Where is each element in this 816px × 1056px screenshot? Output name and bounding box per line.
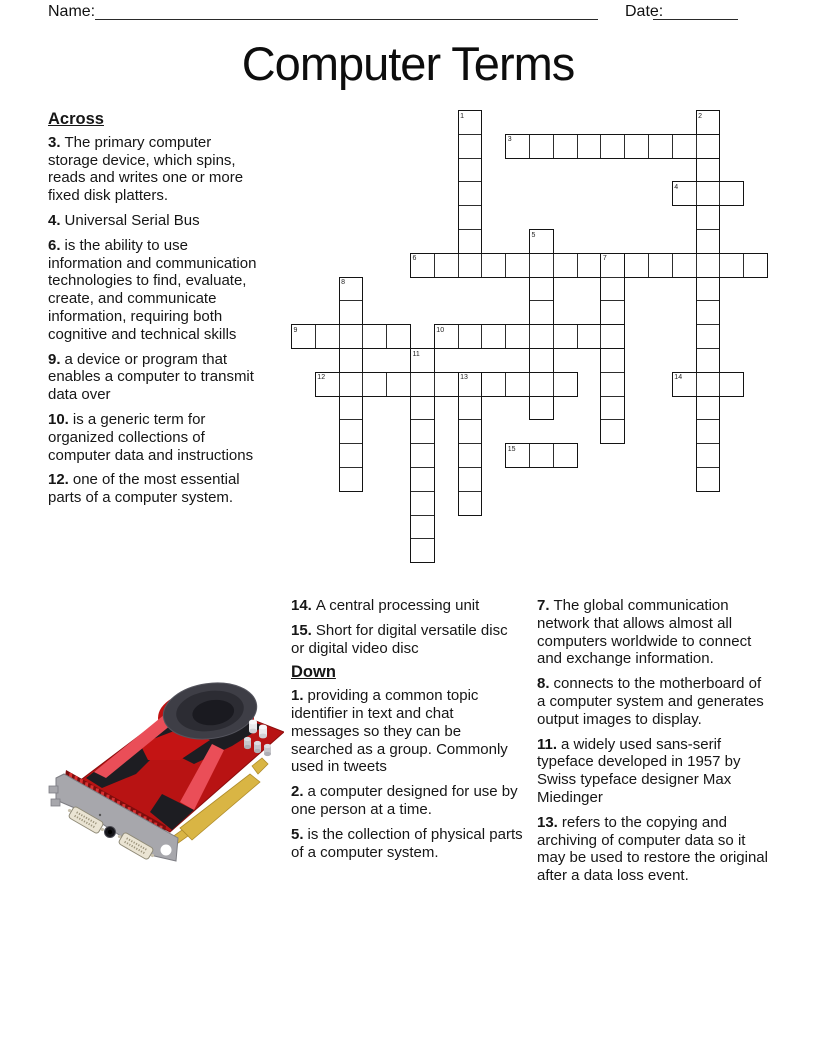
grid-cell[interactable] (410, 443, 435, 468)
grid-cell[interactable] (672, 134, 697, 159)
grid-cell[interactable] (696, 324, 721, 349)
clue-number: 6. (48, 236, 61, 254)
clue-number-label: 12 (317, 374, 326, 382)
clue-number: 1. (291, 687, 304, 705)
clue-down-7 (537, 597, 771, 668)
gold-tab (252, 758, 268, 774)
grid-cell[interactable] (529, 396, 554, 421)
grid-cell[interactable] (362, 372, 387, 397)
grid-cell[interactable] (434, 372, 459, 397)
across-clues-column (48, 111, 262, 514)
clue-down-11 (537, 736, 771, 807)
grid-cell[interactable] (410, 253, 435, 278)
right-clues-column (537, 597, 771, 892)
grid-cell[interactable] (458, 134, 483, 159)
grid-cell[interactable] (458, 443, 483, 468)
middle-clues-column (291, 597, 523, 868)
clue-text: is the collection of physical parts of a computer system. (291, 825, 523, 861)
clue-number-label: 8 (341, 279, 345, 287)
clue-text: one of the most essential parts of a computer system. (48, 471, 240, 507)
clue-across-9 (48, 351, 262, 404)
grid-cell[interactable] (553, 324, 578, 349)
graphics-card-image (44, 682, 284, 867)
grid-cell[interactable] (600, 324, 625, 349)
bracket-cutout (161, 845, 172, 856)
grid-cell[interactable] (553, 372, 578, 397)
grid-cell[interactable] (529, 253, 554, 278)
clue-down-8 (537, 675, 771, 728)
clue-across-14 (291, 597, 523, 615)
clue-number-label: 11 (412, 350, 420, 358)
grid-cell[interactable] (410, 538, 435, 563)
clue-down-13 (537, 814, 771, 885)
date-blank-line[interactable] (653, 4, 738, 20)
grid-cell[interactable] (339, 396, 364, 421)
grid-cell[interactable] (719, 253, 744, 278)
bracket-screw (99, 814, 101, 816)
grid-cell[interactable] (696, 419, 721, 444)
grid-cell[interactable] (600, 372, 625, 397)
svideo-pin (108, 830, 112, 834)
grid-cell[interactable] (458, 181, 483, 206)
clue-number-label: 10 (436, 326, 445, 334)
grid-cell[interactable] (648, 134, 673, 159)
grid-cell[interactable] (600, 396, 625, 421)
grid-cell[interactable] (529, 277, 554, 302)
clue-number-label: 6 (412, 255, 417, 263)
bracket-notch (49, 786, 58, 793)
grid-cell[interactable] (672, 253, 697, 278)
grid-cell[interactable] (339, 443, 364, 468)
grid-cell[interactable] (529, 134, 554, 159)
clue-text: refers to the copying and archiving of computer data so it may be used to restore the original after a data loss event. (537, 813, 768, 885)
grid-cell[interactable] (291, 324, 316, 349)
clue-across-6 (48, 237, 262, 344)
clue-down-2 (291, 783, 523, 819)
across-heading: Across (48, 110, 104, 128)
clue-text: providing a common topic identifier in text and chat messages so they can be searched as a group. Commonly used in tweets (291, 687, 508, 776)
grid-cell[interactable] (529, 372, 554, 397)
grid-cell[interactable] (529, 229, 554, 254)
clue-number: 11. (537, 735, 558, 753)
grid-cell[interactable] (696, 300, 721, 325)
name-label: Name: (48, 3, 96, 20)
grid-cell[interactable] (458, 110, 483, 135)
clue-text: Short for digital versatile disc or digital video disc (291, 621, 508, 657)
clue-text: The primary computer storage device, which spins, reads and writes one or more fixed disk platters. (48, 133, 244, 205)
clue-number-label: 7 (602, 255, 607, 263)
clue-number: 9. (48, 350, 61, 368)
grid-cell[interactable] (458, 491, 483, 516)
grid-cell[interactable] (553, 253, 578, 278)
grid-cell[interactable] (434, 324, 459, 349)
grid-cell[interactable] (529, 300, 554, 325)
grid-cell[interactable] (696, 396, 721, 421)
clue-number-label: 5 (531, 231, 536, 239)
grid-cell[interactable] (696, 372, 721, 397)
grid-cell[interactable] (696, 253, 721, 278)
grid-cell[interactable] (481, 253, 506, 278)
grid-cell[interactable] (410, 419, 435, 444)
grid-cell[interactable] (339, 277, 364, 302)
grid-cell[interactable] (529, 324, 554, 349)
clue-text: a widely used sans-serif typeface developed in 1957 by Swiss typeface designer Max Miedinger (537, 735, 741, 806)
grid-cell[interactable] (362, 324, 387, 349)
page-title: Computer Terms (241, 37, 575, 90)
grid-cell[interactable] (577, 324, 602, 349)
grid-cell[interactable] (410, 348, 435, 373)
clue-text: a computer designed for use by one person at a time. (291, 783, 518, 818)
clue-text: is the ability to use information and communication technologies to find, evaluate, create, and communicate information, requiring both cognitive and technical skills (48, 236, 257, 343)
grid-cell[interactable] (505, 372, 530, 397)
grid-cell[interactable] (600, 419, 625, 444)
grid-cell[interactable] (696, 467, 721, 492)
grid-cell[interactable] (339, 348, 364, 373)
grid-cell[interactable] (339, 419, 364, 444)
grid-cell[interactable] (410, 372, 435, 397)
clue-number: 14. (291, 597, 312, 614)
clue-text: a device or program that enables a computer to transmit data over (48, 350, 254, 404)
grid-cell[interactable] (458, 253, 483, 278)
grid-cell[interactable] (600, 300, 625, 325)
grid-cell[interactable] (696, 229, 721, 254)
grid-cell[interactable] (386, 372, 411, 397)
grid-cell[interactable] (553, 443, 578, 468)
grid-cell[interactable] (696, 277, 721, 302)
grid-cell[interactable] (458, 205, 483, 230)
date-label: Date: (625, 3, 664, 20)
grid-cell[interactable] (505, 443, 530, 468)
grid-cell[interactable] (719, 372, 744, 397)
clue-number: 13. (537, 813, 558, 831)
grid-cell[interactable] (672, 372, 697, 397)
grid-cell[interactable] (505, 134, 530, 159)
grid-cell[interactable] (696, 205, 721, 230)
grid-cell[interactable] (458, 158, 483, 183)
grid-cell[interactable] (481, 324, 506, 349)
grid-cell[interactable] (624, 134, 649, 159)
grid-cell[interactable] (719, 181, 744, 206)
grid-cell[interactable] (505, 253, 530, 278)
grid-cell[interactable] (386, 324, 411, 349)
down-heading: Down (291, 663, 336, 682)
clue-number: 2. (291, 783, 304, 801)
grid-cell[interactable] (315, 372, 340, 397)
clue-text: The global communication network that allows almost all computers worldwide to connect and exchange information. (537, 597, 752, 668)
clue-number: 3. (48, 133, 61, 151)
grid-cell[interactable] (529, 443, 554, 468)
clue-number-label: 1 (460, 112, 464, 120)
grid-cell[interactable] (410, 396, 435, 421)
grid-cell[interactable] (410, 467, 435, 492)
clue-across-15 (291, 622, 523, 658)
clue-number-label: 13 (460, 374, 468, 382)
clue-text: connects to the motherboard of a computer system and generates output images to display. (537, 675, 764, 728)
clue-across-12 (48, 471, 262, 507)
clue-number: 8. (537, 675, 550, 693)
grid-cell[interactable] (529, 348, 554, 373)
clue-number: 4. (48, 211, 61, 229)
clue-number-label: 2 (698, 112, 702, 120)
clue-text: Universal Serial Bus (64, 211, 200, 229)
grid-cell[interactable] (458, 419, 483, 444)
clue-down-5 (291, 826, 523, 862)
grid-cell[interactable] (672, 181, 697, 206)
clue-number-label: 4 (674, 183, 679, 191)
grid-cell[interactable] (577, 253, 602, 278)
grid-cell[interactable] (600, 348, 625, 373)
grid-cell[interactable] (410, 491, 435, 516)
clue-text: A central processing unit (315, 597, 480, 614)
clue-number-label: 15 (507, 445, 516, 453)
clue-number-label: 14 (674, 374, 683, 382)
clue-number: 7. (537, 597, 550, 614)
grid-cell[interactable] (434, 253, 459, 278)
clue-number: 10. (48, 410, 69, 428)
bracket-notch (51, 799, 60, 806)
grid-cell[interactable] (339, 467, 364, 492)
clue-across-10 (48, 411, 262, 464)
grid-cell[interactable] (624, 253, 649, 278)
clue-number-label: 3 (507, 136, 512, 144)
clue-across-3 (48, 134, 262, 205)
clue-text: is a generic term for organized collections of computer data and instructions (48, 410, 254, 464)
grid-cell[interactable] (696, 443, 721, 468)
grid-cell[interactable] (458, 324, 483, 349)
clue-number: 15. (291, 621, 312, 639)
grid-cell[interactable] (458, 229, 483, 254)
clue-number: 12. (48, 471, 69, 489)
grid-cell[interactable] (458, 372, 483, 397)
grid-cell[interactable] (505, 324, 530, 349)
name-blank-line[interactable] (95, 4, 598, 20)
clue-number: 5. (291, 825, 304, 843)
grid-cell[interactable] (315, 324, 340, 349)
grid-cell[interactable] (696, 110, 721, 135)
grid-cell[interactable] (339, 372, 364, 397)
grid-cell[interactable] (458, 396, 483, 421)
grid-cell[interactable] (648, 253, 673, 278)
grid-cell[interactable] (696, 158, 721, 183)
grid-cell[interactable] (553, 134, 578, 159)
grid-cell[interactable] (696, 134, 721, 159)
grid-cell[interactable] (743, 253, 768, 278)
grid-cell[interactable] (600, 253, 625, 278)
clue-across-4 (48, 212, 262, 230)
grid-cell[interactable] (696, 348, 721, 373)
grid-cell[interactable] (696, 181, 721, 206)
clue-number-label: 9 (293, 326, 298, 334)
grid-cell[interactable] (577, 134, 602, 159)
grid-cell[interactable] (339, 300, 364, 325)
grid-cell[interactable] (481, 372, 506, 397)
grid-cell[interactable] (410, 515, 435, 540)
grid-cell[interactable] (600, 134, 625, 159)
grid-cell[interactable] (600, 277, 625, 302)
grid-cell[interactable] (458, 467, 483, 492)
clue-down-1 (291, 687, 523, 776)
grid-cell[interactable] (339, 324, 364, 349)
